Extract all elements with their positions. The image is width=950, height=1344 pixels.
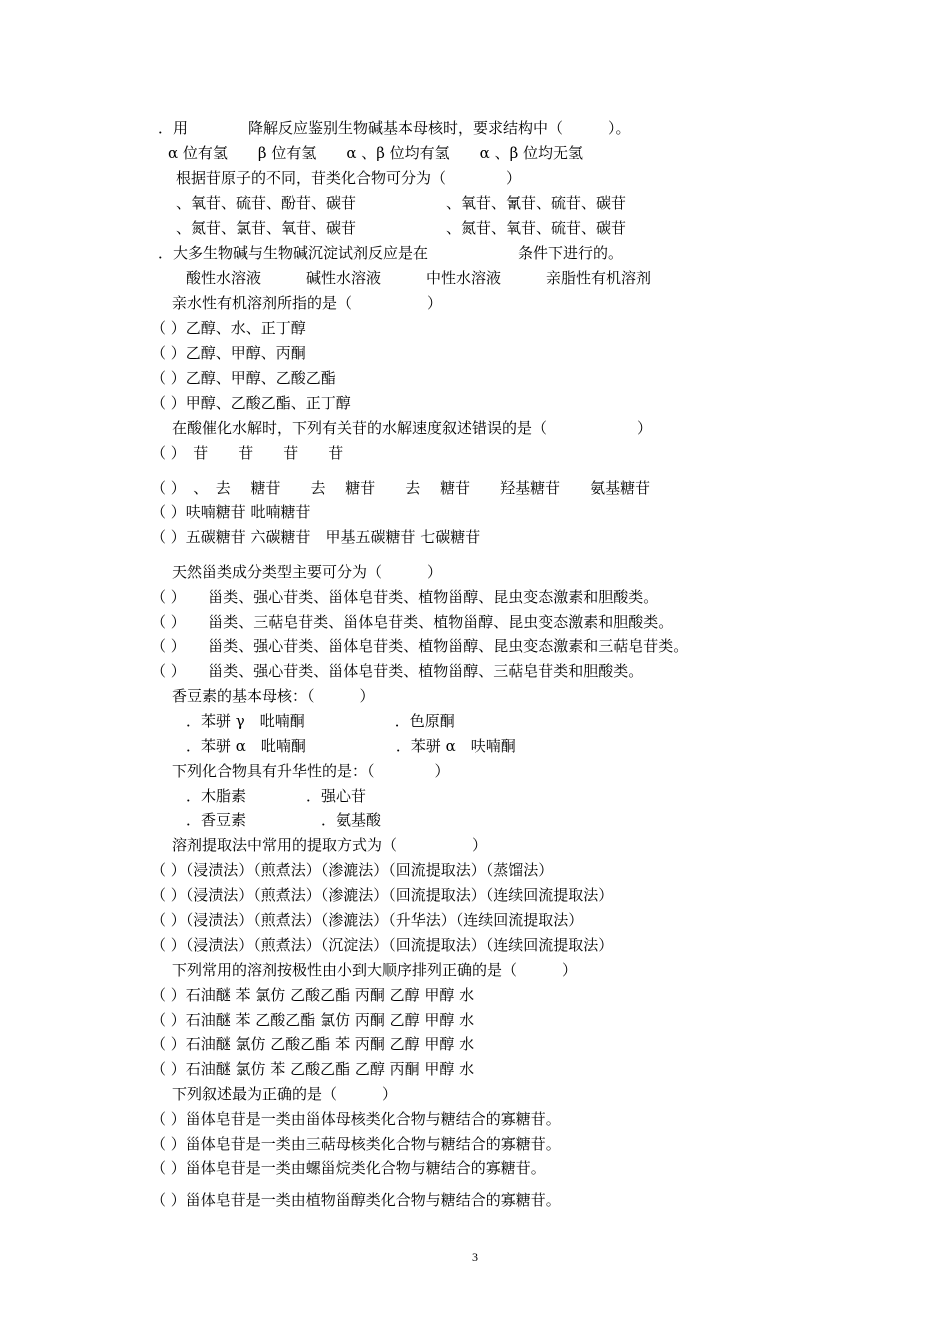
option-line: （ ） 甾类、强心苷类、甾体皂苷类、植物甾醇、昆虫变态激素和三萜皂苷类。 bbox=[151, 637, 689, 655]
option-line: （ ）（浸渍法）（煎煮法）（沉淀法）（回流提取法）（连续回流提取法） bbox=[151, 936, 614, 954]
question-stem: 天然甾类成分类型主要可分为（ ） bbox=[172, 563, 443, 581]
page-number: 3 bbox=[472, 1250, 478, 1264]
option-line: （ ）（浸渍法）（煎煮法）（渗漉法）（升华法）（连续回流提取法） bbox=[151, 911, 584, 929]
question-stem: 下列常用的溶剂按极性由小到大顺序排列正确的是（ ） bbox=[172, 961, 578, 979]
option-line: 酸性水溶液 碱性水溶液 中性水溶液 亲脂性有机溶剂 bbox=[186, 269, 652, 287]
option-line: （ ）（浸渍法）（煎煮法）（渗漉法）（回流提取法）（蒸馏法） bbox=[151, 861, 554, 879]
question-stem: 溶剂提取法中常用的提取方式为（ ） bbox=[172, 836, 488, 854]
option-line: （ ） 、 去 糖苷 去 糖苷 去 糖苷 羟基糖苷 氨基糖苷 bbox=[151, 479, 651, 497]
option-line: （ ）乙醇、甲醇、丙酮 bbox=[151, 344, 306, 362]
option-line: ．苯骈 γ 吡喃酮 ．色原酮 bbox=[186, 712, 455, 730]
question-stem: 亲水性有机溶剂所指的是（ ） bbox=[172, 294, 443, 312]
question-stem: 在酸催化水解时，下列有关苷的水解速度叙述错误的是（ ） bbox=[172, 419, 653, 437]
option-line: （ ）石油醚 氯仿 苯 乙酸乙酯 乙醇 丙酮 甲醇 水 bbox=[151, 1060, 475, 1078]
option-line: （ ）五碳糖苷 六碳糖苷 甲基五碳糖苷 七碳糖苷 bbox=[151, 528, 481, 546]
option-line: （ ）甾体皂苷是一类由植物甾醇类化合物与糖结合的寡糖苷。 bbox=[151, 1191, 561, 1209]
option-line: （ ）石油醚 苯 氯仿 乙酸乙酯 丙酮 乙醇 甲醇 水 bbox=[151, 986, 475, 1004]
question-stem: 香豆素的基本母核：（ ） bbox=[172, 687, 375, 705]
option-line: （ ） 甾类、三萜皂苷类、甾体皂苷类、植物甾醇、昆虫变态激素和胆酸类。 bbox=[151, 613, 674, 631]
option-line: （ ）石油醚 苯 乙酸乙酯 氯仿 丙酮 乙醇 甲醇 水 bbox=[151, 1011, 475, 1029]
option-line: （ ）石油醚 氯仿 乙酸乙酯 苯 丙酮 乙醇 甲醇 水 bbox=[151, 1035, 475, 1053]
option-line: （ ）甾体皂苷是一类由三萜母核类化合物与糖结合的寡糖苷。 bbox=[151, 1135, 561, 1153]
option-line: （ ）甾体皂苷是一类由螺甾烷类化合物与糖结合的寡糖苷。 bbox=[151, 1159, 546, 1177]
question-stem: 根据苷原子的不同，苷类化合物可分为（ ） bbox=[176, 169, 522, 187]
option-line: （ ）甾体皂苷是一类由甾体母核类化合物与糖结合的寡糖苷。 bbox=[151, 1110, 561, 1128]
option-line: ．木脂素 ．强心苷 bbox=[186, 787, 367, 805]
option-line: （ ）甲醇、乙酸乙酯、正丁醇 bbox=[151, 394, 351, 412]
option-line: （ ）呋喃糖苷 吡喃糖苷 bbox=[151, 503, 311, 521]
option-line: 、氮苷、氯苷、氧苷、碳苷 、氮苷、氧苷、硫苷、碳苷 bbox=[176, 219, 627, 237]
option-line: （ ） 苷 苷 苷 苷 bbox=[151, 444, 344, 462]
question-stem: 下列化合物具有升华性的是：（ ） bbox=[172, 762, 450, 780]
question-stem: 下列叙述最为正确的是（ ） bbox=[172, 1085, 398, 1103]
option-line: （ ）乙醇、水、正丁醇 bbox=[151, 319, 306, 337]
option-line: ．苯骈 α 吡喃酮 ．苯骈 α 呋喃酮 bbox=[186, 737, 516, 755]
question-stem: ．大多生物碱与生物碱沉淀试剂反应是在 条件下进行的。 bbox=[158, 244, 624, 262]
option-line: α 位有氢 β 位有氢 α 、β 位均有氢 α 、β 位均无氢 bbox=[168, 144, 584, 162]
option-line: （ ） 甾类、强心苷类、甾体皂苷类、植物甾醇、昆虫变态激素和胆酸类。 bbox=[151, 588, 659, 606]
question-stem: ．用 降解反应鉴别生物碱基本母核时，要求结构中（ ）。 bbox=[158, 119, 631, 137]
option-line: （ ）乙醇、甲醇、乙酸乙酯 bbox=[151, 369, 336, 387]
option-line: 、氧苷、硫苷、酚苷、碳苷 、氧苷、氰苷、硫苷、碳苷 bbox=[176, 194, 627, 212]
option-line: （ ）（浸渍法）（煎煮法）（渗漉法）（回流提取法）（连续回流提取法） bbox=[151, 886, 614, 904]
option-line: （ ） 甾类、强心苷类、甾体皂苷类、植物甾醇、三萜皂苷类和胆酸类。 bbox=[151, 662, 644, 680]
option-line: ．香豆素 ．氨基酸 bbox=[186, 811, 382, 829]
